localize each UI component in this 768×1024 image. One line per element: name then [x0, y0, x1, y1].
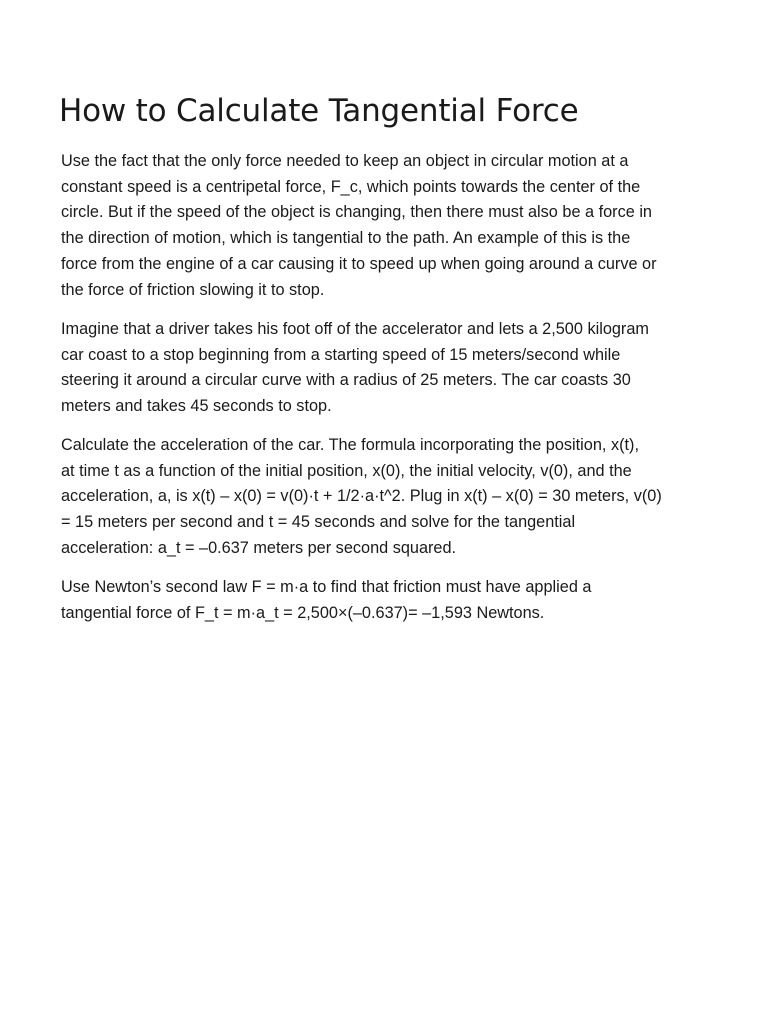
paragraph-3 — [61, 433, 713, 562]
paragraph-line: acceleration: a_t = –0.637 meters per second squared. — [61, 538, 457, 557]
paragraph-line: circle. But if the speed of the object is changing, then there must also be a force in — [61, 203, 652, 222]
paragraph-2 — [61, 317, 713, 420]
paragraph-line: force from the engine of a car causing it to speed up when going around a curve or — [61, 254, 657, 273]
paragraph-line: acceleration, a, is x(t) – x(0) = v(0)·t + 1/2·a·t^2. Plug in x(t) – x(0) = 30 meters, v(0) — [61, 487, 662, 506]
paragraph-1 — [61, 149, 713, 303]
paragraph-line: car coast to a stop beginning from a starting speed of 15 meters/second while — [61, 345, 621, 364]
paragraph-line: tangential force of F_t = m·a_t = 2,500×(–0.637)= –1,593 Newtons. — [61, 603, 545, 622]
paragraph-line: Imagine that a driver takes his foot off of the accelerator and lets a 2,500 kilogram — [61, 320, 649, 338]
paragraph-line: Calculate the acceleration of the car. The formula incorporating the position, x(t), — [61, 436, 639, 454]
paragraph-line: Use Newton’s second law F = m·a to find that friction must have applied a — [61, 578, 592, 596]
paragraph-line: the force of friction slowing it to stop. — [61, 280, 325, 299]
paragraph-line: = 15 meters per second and t = 45 seconds and solve for the tangential — [61, 513, 576, 532]
paragraph-line: the direction of motion, which is tangential to the path. An example of this is the — [61, 229, 631, 248]
article-body — [61, 149, 713, 622]
paragraph-line: meters and takes 45 seconds to stop. — [61, 397, 332, 416]
paragraph-line: Use the fact that the only force needed to keep an object in circular motion at a — [61, 152, 629, 170]
paragraph-line: constant speed is a centripetal force, F_c, which points towards the center of the — [61, 177, 641, 196]
paragraph-line: steering it around a circular curve with a radius of 25 meters. The car coasts 30 — [61, 371, 631, 390]
page-title: How to Calculate Tangential Force — [59, 93, 579, 129]
paragraph-line: at time t as a function of the initial position, x(0), the initial velocity, v(0), and the — [61, 461, 632, 480]
paragraph-4 — [61, 575, 713, 626]
